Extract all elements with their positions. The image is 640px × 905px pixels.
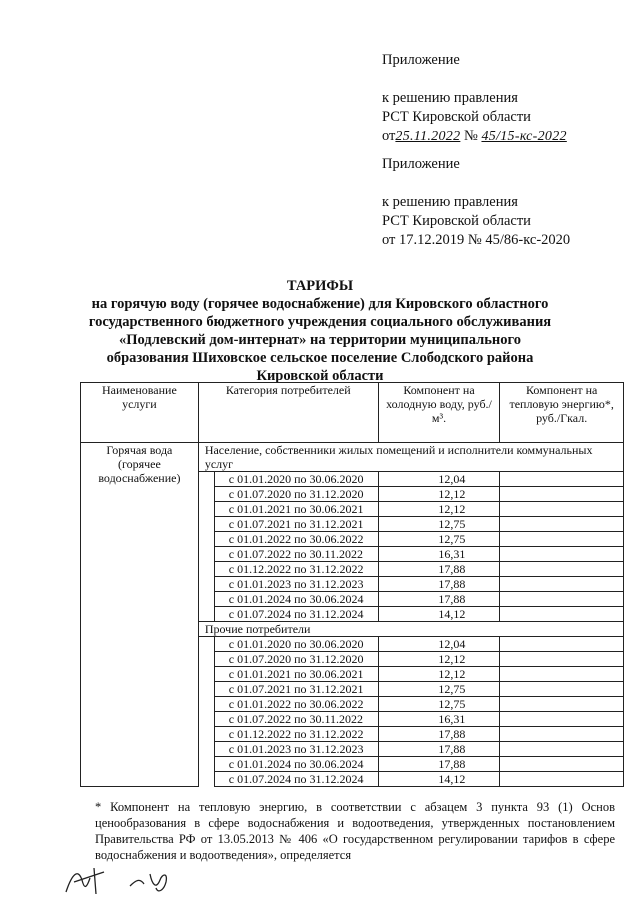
period-cell: с 01.07.2021 по 31.12.2021 bbox=[214, 517, 378, 532]
group-name: Прочие потребители bbox=[198, 622, 623, 637]
indent-cell bbox=[198, 697, 214, 712]
indent-cell bbox=[198, 757, 214, 772]
footnote: * Компонент на тепловую энергию, в соответствии с абзацем 3 пункта 93 (1) Основ ценообразования в сфере водоснабжения и водоотведения, утвержденных постановлением Правительства РФ от 13.05.2013 № 406 «О государственном регулировании тарифов в сфере водоснабжения и водоотведения», определяется bbox=[95, 800, 615, 862]
appendix-label: Приложение bbox=[382, 156, 460, 172]
appendix-header-old bbox=[382, 155, 570, 250]
heat-component-cell bbox=[500, 637, 624, 652]
period-cell: с 01.01.2022 по 30.06.2022 bbox=[214, 532, 378, 547]
indent-cell bbox=[198, 712, 214, 727]
group-name: Население, собственники жилых помещений и исполнители коммунальных услуг bbox=[198, 443, 623, 472]
period-cell: с 01.07.2020 по 31.12.2020 bbox=[214, 652, 378, 667]
header-cold: Компонент на холодную воду, руб./м³. bbox=[378, 383, 500, 443]
period-cell: с 01.01.2022 по 30.06.2022 bbox=[214, 697, 378, 712]
period-cell: с 01.01.2020 по 30.06.2020 bbox=[214, 637, 378, 652]
indent-cell bbox=[198, 667, 214, 682]
period-cell: с 01.07.2020 по 31.12.2020 bbox=[214, 487, 378, 502]
period-cell: с 01.07.2024 по 31.12.2024 bbox=[214, 607, 378, 622]
tariff-table bbox=[80, 382, 624, 787]
heat-component-cell bbox=[500, 502, 624, 517]
heat-component-cell bbox=[500, 712, 624, 727]
indent-cell bbox=[198, 607, 214, 622]
period-cell: с 01.01.2023 по 31.12.2023 bbox=[214, 577, 378, 592]
handwritten-date: 25.11.2022 bbox=[395, 129, 461, 144]
document-title: ТАРИФЫ на горячую воду (горячее водоснабжение) для Кировского областного государственного бюджетного учреждения социального обслуживания «Подлевский дом-интернат» на территории муниципального образования Шиховское сельское поселение Слободского района Кировской области bbox=[80, 277, 560, 385]
cold-component-cell: 17,88 bbox=[378, 562, 500, 577]
indent-cell bbox=[198, 652, 214, 667]
cold-component-cell: 16,31 bbox=[378, 547, 500, 562]
heat-component-cell bbox=[500, 472, 624, 487]
period-cell: с 01.07.2022 по 30.11.2022 bbox=[214, 547, 378, 562]
heat-component-cell bbox=[500, 682, 624, 697]
heat-component-cell bbox=[500, 772, 624, 787]
cold-component-cell: 12,75 bbox=[378, 682, 500, 697]
indent-cell bbox=[198, 592, 214, 607]
heat-component-cell bbox=[500, 727, 624, 742]
period-cell: с 01.12.2022 по 31.12.2022 bbox=[214, 727, 378, 742]
period-cell: с 01.07.2024 по 31.12.2024 bbox=[214, 772, 378, 787]
indent-cell bbox=[198, 637, 214, 652]
cold-component-cell: 17,88 bbox=[378, 577, 500, 592]
heat-component-cell bbox=[500, 547, 624, 562]
decision-label: к решению правления bbox=[382, 194, 518, 210]
period-cell: с 01.01.2021 по 30.06.2021 bbox=[214, 502, 378, 517]
title-heading: ТАРИФЫ bbox=[286, 278, 354, 294]
indent-cell bbox=[198, 577, 214, 592]
appendix-label: Приложение bbox=[382, 52, 460, 68]
heat-component-cell bbox=[500, 487, 624, 502]
decision-reference: от 17.12.2019 № 45/86-кс-2020 bbox=[382, 232, 571, 248]
cold-component-cell: 14,12 bbox=[378, 607, 500, 622]
cold-component-cell: 12,75 bbox=[378, 517, 500, 532]
appendix-header-new bbox=[382, 51, 567, 146]
heat-component-cell bbox=[500, 667, 624, 682]
tariff-table-body bbox=[81, 443, 624, 787]
decision-label: к решению правления bbox=[382, 90, 518, 106]
group-header-row bbox=[81, 443, 624, 472]
cold-component-cell: 16,31 bbox=[378, 712, 500, 727]
cold-component-cell: 17,88 bbox=[378, 757, 500, 772]
cold-component-cell: 17,88 bbox=[378, 592, 500, 607]
authority-label: РСТ Кировской области bbox=[382, 213, 531, 229]
period-cell: с 01.12.2022 по 31.12.2022 bbox=[214, 562, 378, 577]
indent-cell bbox=[198, 472, 214, 487]
indent-cell bbox=[198, 517, 214, 532]
cold-component-cell: 12,75 bbox=[378, 697, 500, 712]
indent-cell bbox=[198, 742, 214, 757]
cold-component-cell: 12,12 bbox=[378, 487, 500, 502]
indent-cell bbox=[198, 547, 214, 562]
decision-date-line: от25.11.2022 № 45/15-кс-2022 bbox=[382, 128, 567, 144]
cold-component-cell: 12,04 bbox=[378, 472, 500, 487]
heat-component-cell bbox=[500, 697, 624, 712]
cold-component-cell: 17,88 bbox=[378, 727, 500, 742]
heat-component-cell bbox=[500, 757, 624, 772]
signature-mark bbox=[60, 860, 190, 900]
period-cell: с 01.07.2021 по 31.12.2021 bbox=[214, 682, 378, 697]
cold-component-cell: 12,04 bbox=[378, 637, 500, 652]
indent-cell bbox=[198, 682, 214, 697]
indent-cell bbox=[198, 532, 214, 547]
indent-cell bbox=[198, 562, 214, 577]
indent-cell bbox=[198, 727, 214, 742]
indent-cell bbox=[198, 487, 214, 502]
header-heat: Компонент на тепловую энергию*, руб./Гкал. bbox=[500, 383, 624, 443]
header-category: Категория потребителей bbox=[198, 383, 378, 443]
heat-component-cell bbox=[500, 607, 624, 622]
handwritten-number: 45/15-кс-2022 bbox=[481, 129, 567, 144]
cold-component-cell: 14,12 bbox=[378, 772, 500, 787]
period-cell: с 01.01.2024 по 30.06.2024 bbox=[214, 592, 378, 607]
period-cell: с 01.01.2021 по 30.06.2021 bbox=[214, 667, 378, 682]
service-name-cell: Горячая вода (горячее водоснабжение) bbox=[81, 443, 199, 787]
heat-component-cell bbox=[500, 577, 624, 592]
heat-component-cell bbox=[500, 652, 624, 667]
authority-label: РСТ Кировской области bbox=[382, 109, 531, 125]
cold-component-cell: 12,12 bbox=[378, 502, 500, 517]
cold-component-cell: 12,12 bbox=[378, 652, 500, 667]
header-service: Наименование услуги bbox=[81, 383, 199, 443]
period-cell: с 01.01.2020 по 30.06.2020 bbox=[214, 472, 378, 487]
period-cell: с 01.01.2024 по 30.06.2024 bbox=[214, 757, 378, 772]
cold-component-cell: 17,88 bbox=[378, 742, 500, 757]
heat-component-cell bbox=[500, 742, 624, 757]
heat-component-cell bbox=[500, 532, 624, 547]
indent-cell bbox=[198, 772, 214, 787]
period-cell: с 01.01.2023 по 31.12.2023 bbox=[214, 742, 378, 757]
heat-component-cell bbox=[500, 592, 624, 607]
indent-cell bbox=[198, 502, 214, 517]
heat-component-cell bbox=[500, 517, 624, 532]
cold-component-cell: 12,75 bbox=[378, 532, 500, 547]
heat-component-cell bbox=[500, 562, 624, 577]
period-cell: с 01.07.2022 по 30.11.2022 bbox=[214, 712, 378, 727]
cold-component-cell: 12,12 bbox=[378, 667, 500, 682]
table-header-row bbox=[81, 383, 624, 443]
